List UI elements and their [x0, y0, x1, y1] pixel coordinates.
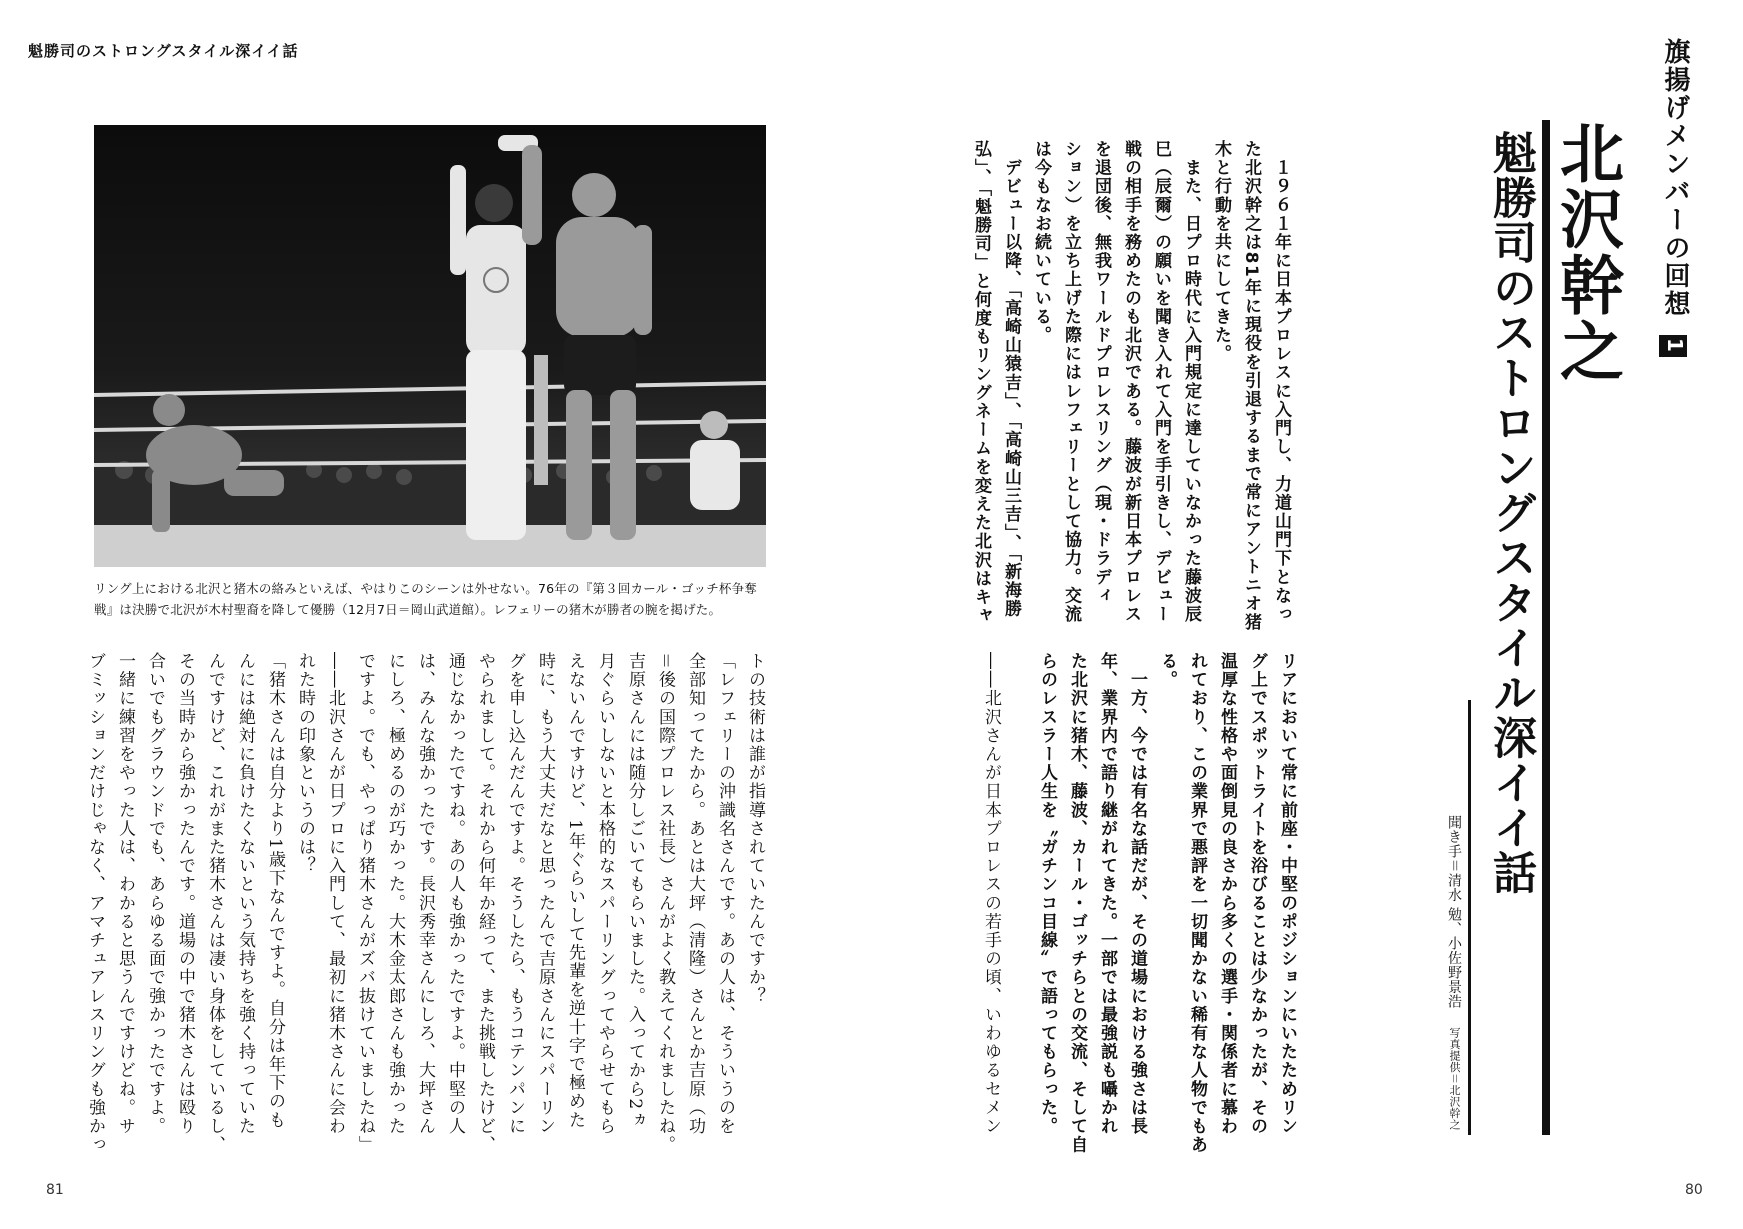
body-line: 月ぐらいしないと本格的なスパーリングってやらせてもら: [595, 652, 615, 1136]
page-number-right: 80: [1685, 1182, 1703, 1198]
body-line: 通じなかったですね。あの人も強かったですよ。中堅の人: [445, 652, 465, 1136]
intro-line: また、日プロ時代に入門規定に達していなかった藤波辰: [1181, 140, 1201, 624]
body-line: 一緒に練習をやった人は、わかると思うんですけどね。サ: [115, 652, 135, 1136]
body-line: ブミッションだけじゃなく、アマチュアレスリングも強かっ: [85, 652, 105, 1155]
article-subtitle: 魁勝司のストロングスタイル深イイ話: [1485, 130, 1536, 895]
intro-line: リアにおいて常に前座・中堅のポジションにいたためリン: [1277, 652, 1297, 1136]
body-line: ――北沢さんが日プロに入門して、最初に猪木さんに会わ: [325, 652, 345, 1136]
body-line: やられまして。それから何年か経って、また挑戦したけど、: [475, 652, 495, 1155]
intro-line: らのレスラー人生を〝ガチンコ目線〟で語ってもらった。: [1037, 652, 1057, 1136]
running-head: 魁勝司のストロングスタイル深イイ話: [28, 42, 299, 60]
body-line: れた時の印象というのは？: [295, 652, 315, 876]
credits: [1428, 815, 1464, 1145]
body-line: 時に、もう大丈夫だなと思ったんで吉原さんにスパーリン: [535, 652, 555, 1136]
page-number-left: 81: [46, 1182, 64, 1198]
intro-line: 一方、今では有名な話だが、その道場における強さは長: [1127, 652, 1147, 1136]
body-line: にしろ、極めるのが巧かった。大木金太郎さんも強かった: [385, 652, 405, 1136]
intro-text: [956, 140, 1296, 632]
body-line: 全部知ってたから。あとは大坪（清隆）さんとか吉原（功: [685, 652, 705, 1136]
intro-line: る。: [1157, 652, 1177, 690]
intro-line: た北沢に猪木、藤波、カール・ゴッチらとの交流、そして自: [1067, 652, 1087, 1155]
intro-line: は今もなお続いている。: [1031, 140, 1051, 345]
body-line: ＝後の国際プロレス社長）さんがよく教えてくれましたね。: [655, 652, 675, 1155]
body-line: 合いでもグラウンドでも、あらゆる面で強かったですよ。: [145, 652, 165, 1136]
intro-line: グ上でスポットライトを浴びることは少なかったが、その: [1247, 652, 1267, 1136]
question-line: ――北沢さんが日本プロレスの若手の頃、いわゆるセメン: [981, 652, 1001, 1136]
first-question: [970, 652, 1006, 1162]
series-number-badge: 1: [1659, 335, 1687, 357]
body-line: は、みんな強かったです。長沢秀幸さんにしろ、大坪さん: [415, 652, 435, 1136]
body-line: グを申し込んだんですよ。そうしたら、もうコテンパンに: [505, 652, 525, 1136]
intro-text-continued: [1037, 652, 1302, 1162]
intro-line: 巳（辰爾）の願いを聞き入れて入門を手引きし、デビュー: [1151, 140, 1171, 624]
wrestling-photo: [94, 125, 766, 567]
body-line: んですけど、これがまた猪木さんは凄い身体をしているし、: [205, 652, 225, 1155]
body-line: 吉原さんには随分しごいてもらいました。入ってから2ヵ: [625, 652, 645, 1130]
series-label: [1654, 38, 1694, 354]
intro-line: ション）を立ち上げた際にはレフェリーとして協力。交流: [1061, 140, 1081, 624]
body-line: えないんですけど、1年ぐらいして先輩を逆十字で極めた: [565, 652, 585, 1130]
intro-line: 温厚な性格や面倒見の良さから多くの選手・関係者に慕わ: [1217, 652, 1237, 1136]
series-label-text: 旗揚げメンバーの回想: [1660, 38, 1690, 318]
intro-line: 弘」、「魁勝司」と何度もリングネームを変えた北沢はキャ: [971, 140, 991, 626]
intro-line: を退団後、無我ワールドプロレスリング（現・ドラディ: [1091, 140, 1111, 605]
intro-line: 木と行動を共にしてきた。: [1211, 140, 1231, 364]
body-line: 「猪木さんは自分より1歳下なんですよ。自分は年下のも: [265, 652, 285, 1130]
credits-rule: [1468, 700, 1471, 1135]
intro-line: 戦の相手を務めたのも北沢である。藤波が新日本プロレス: [1121, 140, 1141, 624]
intro-line: た北沢幹之は81年に現役を引退するまで常にアントニオ猪: [1241, 140, 1261, 632]
photo-caption: リング上における北沢と猪木の絡みといえば、やはりこのシーンは外せない。76年の『第３回カール・ゴッチ杯争奪戦』は決勝で北沢が木村聖裔を降して優勝（12月7日＝岡山武道館）。レフェリーの猪木が勝者の腕を掲げた。: [94, 581, 758, 617]
intro-line: れており、この業界で悪評を一切聞かない稀有な人物でもあ: [1187, 652, 1207, 1155]
body-line: 「レフェリーの沖識名さんです。あの人は、そういうのを: [715, 652, 735, 1136]
intro-line: デビュー以降、「高崎山猿吉」、「高崎山三吉」、「新海勝: [1001, 140, 1021, 619]
photo-credit: 写真提供＝北沢幹之: [1448, 1027, 1461, 1131]
body-line: んには絶対に負けたくないという気持ちを強く持っていた: [235, 652, 255, 1136]
body-line: トの技術は誰が指導されていたんですか？: [745, 652, 765, 1006]
body-line: その当時から強かったんです。道場の中で猪木さんは殴り: [175, 652, 195, 1136]
intro-line: １９６１年に日本プロレスに入門し、力道山門下となっ: [1271, 140, 1291, 624]
body-line: ですよ。でも、やっぱり猪木さんがズバ抜けていましたね」: [355, 652, 375, 1155]
interviewer-credit: 聞き手＝清水 勉、小佐野景浩: [1446, 815, 1462, 1009]
intro-line: 年、業界内で語り継がれてきた。一部では最強説も囁かれ: [1097, 652, 1117, 1136]
interview-body: [85, 652, 770, 1162]
article-title-name: 北沢幹之: [1549, 120, 1623, 384]
